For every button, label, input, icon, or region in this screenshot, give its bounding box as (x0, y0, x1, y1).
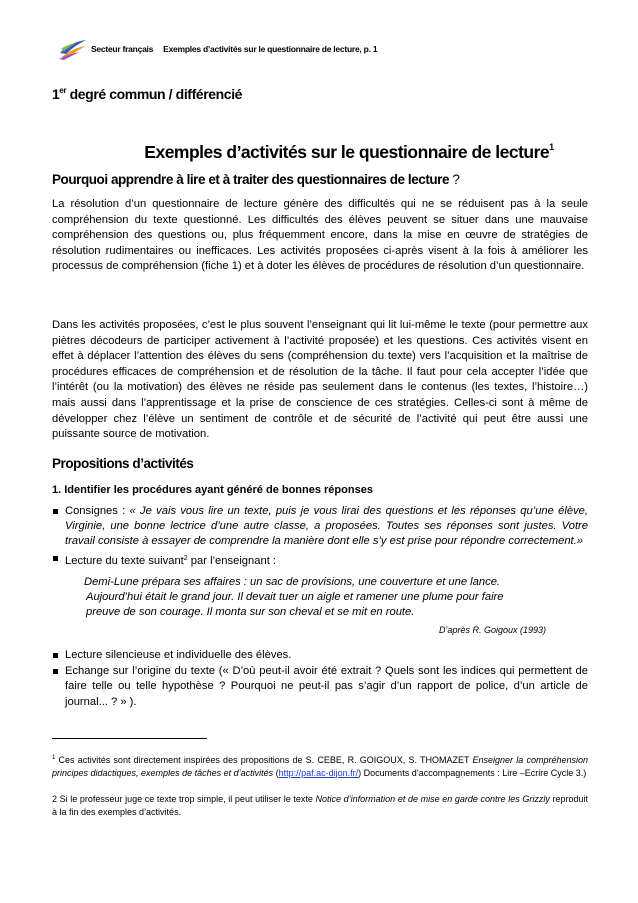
page-header (58, 38, 578, 60)
consignes-text: « Je vais vous lire un texte, puis je vous lirai des questions et les réponses qu’une élève, Virginie, une bonne lectrice d’une autre classe, a proposées. Toutes ses réponses sont justes. Votre travail consiste à essayer de comprendre la manière dont elle s’y est prise pour répondre correctement.» (65, 505, 588, 548)
excerpt-line: Demi-Lune prépara ses affaires : un sac de provisions, une couverture et une lance. (84, 576, 501, 588)
footnote-1-link[interactable]: http://paf.ac-dijon.fr/ (278, 767, 359, 778)
list-item-lecture-texte (52, 551, 588, 569)
section-heading-why-text: Pourquoi apprendre à lire et à traiter des questionnaires de lecture (52, 172, 450, 187)
level-number: 1 (52, 86, 60, 102)
bullet-list-instructions (52, 504, 588, 569)
list-item-text-origin: Echange sur l’origine du texte (« D’où peut-il avoir été extrait ? Quels sont les indices qui permettent de faire telle ou telle hypothèse ? Pourquoi ne peut-il pas s’agir d’un rapport de police, d’un article de journal... ? » ). (52, 664, 588, 710)
section-heading-why-end: ? (449, 172, 460, 187)
list-item-silent-reading: Lecture silencieuse et individuelle des élèves. (52, 648, 588, 663)
footnote-2-title: Notice d’information et de mise en garde contre les Grizzly (315, 794, 550, 804)
header-section: Secteur français (91, 44, 154, 54)
lecture-texte-end: par l’enseignant : (187, 554, 277, 567)
quoted-text-excerpt (84, 575, 554, 621)
level-superscript: er (59, 86, 67, 95)
footnote-2 (52, 793, 588, 818)
footnote-ref-2: 2 (183, 554, 188, 562)
page-title (0, 142, 638, 163)
paragraph-activities: Dans les activités proposées, c’est le plus souvent l’enseignant qui lit lui-même le texte (pour permettre aux piètres décodeurs de participer activement à l’activité proposée) et les questions. Ces activités visent en effet à déplacer l’attention des élèves du sens (compréhension du texte) vers l’acquisition et la maîtrise de procédures efficaces de compréhension et de résolution de la tâche. Il faut pour cela accepter l’idée que l’intérêt (ou la motivation) des élèves ne réside pas seulement dans le contenus (les textes, l’histoire…) mais aussi dans l’apprentissage et la prise de conscience de ces stratégies. Celles-ci sont à même de développer chez l’élève un sentiment de contrôle et de sécurité de l’activité qui peut être aussi une puissante source de motivation. (52, 319, 588, 441)
footnote-1-number: 1 (52, 755, 56, 761)
footnote-1 (52, 752, 588, 779)
title-footnote-ref: 1 (549, 142, 554, 152)
excerpt-line: Aujourd’hui était le grand jour. Il devait tuer un aigle et ramener une plume pour faire (86, 591, 504, 604)
subheading-identify-procedures: 1. Identifier les procédures ayant généré de bonnes réponses (52, 484, 373, 496)
footnote-1-rest: ) Documents d’accompagnements : Lire –Ecrire Cycle 3.) (358, 767, 587, 778)
consignes-label: Consignes : (65, 505, 130, 517)
footnote-2-text: 2 Si le professeur juge ce texte trop simple, il peut utiliser le texte (52, 794, 316, 804)
section-heading-why (52, 172, 459, 187)
paragraph-intro: La résolution d’un questionnaire de lecture génère des difficultés qui ne se réduisent pas à la seule compréhension du texte questionné. Les difficultés des élèves peuvent se situer dans une mauvaise compréhension des questions ou, plus fréquemment encore, dans la mise en œuvre de stratégies de résolution rudimentaires ou inefficaces. Les activités proposées ci-après visent à la fois à améliorer les processus de compréhension (fiche 1) et à doter les élèves de procédures de résolution d’un questionnaire. (52, 198, 588, 273)
lecture-texte-label: Lecture du texte suivant (65, 554, 184, 567)
header-title (91, 44, 377, 54)
academy-logo-icon (58, 38, 88, 60)
footnote-2-rest: reproduit à la fin des exemples d’activités. (52, 794, 588, 817)
footnote-1-paren: ( (273, 767, 279, 778)
excerpt-source: D’après R. Goigoux (1993) (438, 625, 546, 635)
section-heading-propositions: Propositions d’activités (52, 456, 194, 471)
footnote-1-book-title: Enseigner la compréhension principes didactiques, exemples de tâches et d’activités (52, 755, 588, 778)
level-label (52, 86, 242, 102)
level-text: degré commun / différencié (66, 86, 243, 102)
footnote-separator (52, 738, 207, 739)
footnote-1-text: Ces activités sont directement inspirées des propositions de S. CEBE, R. GOIGOUX, S. THOMAZET (55, 755, 473, 765)
bullet-list-activities (52, 648, 588, 710)
header-doc-title: Exemples d’activités sur le questionnaire de lecture, p. 1 (163, 44, 378, 54)
page-title-text: Exemples d’activités sur le questionnaire de lecture (144, 142, 550, 162)
excerpt-line: preuve de son courage. Il monta sur son cheval et se mit en route. (86, 606, 415, 619)
list-item-consignes (52, 504, 588, 550)
